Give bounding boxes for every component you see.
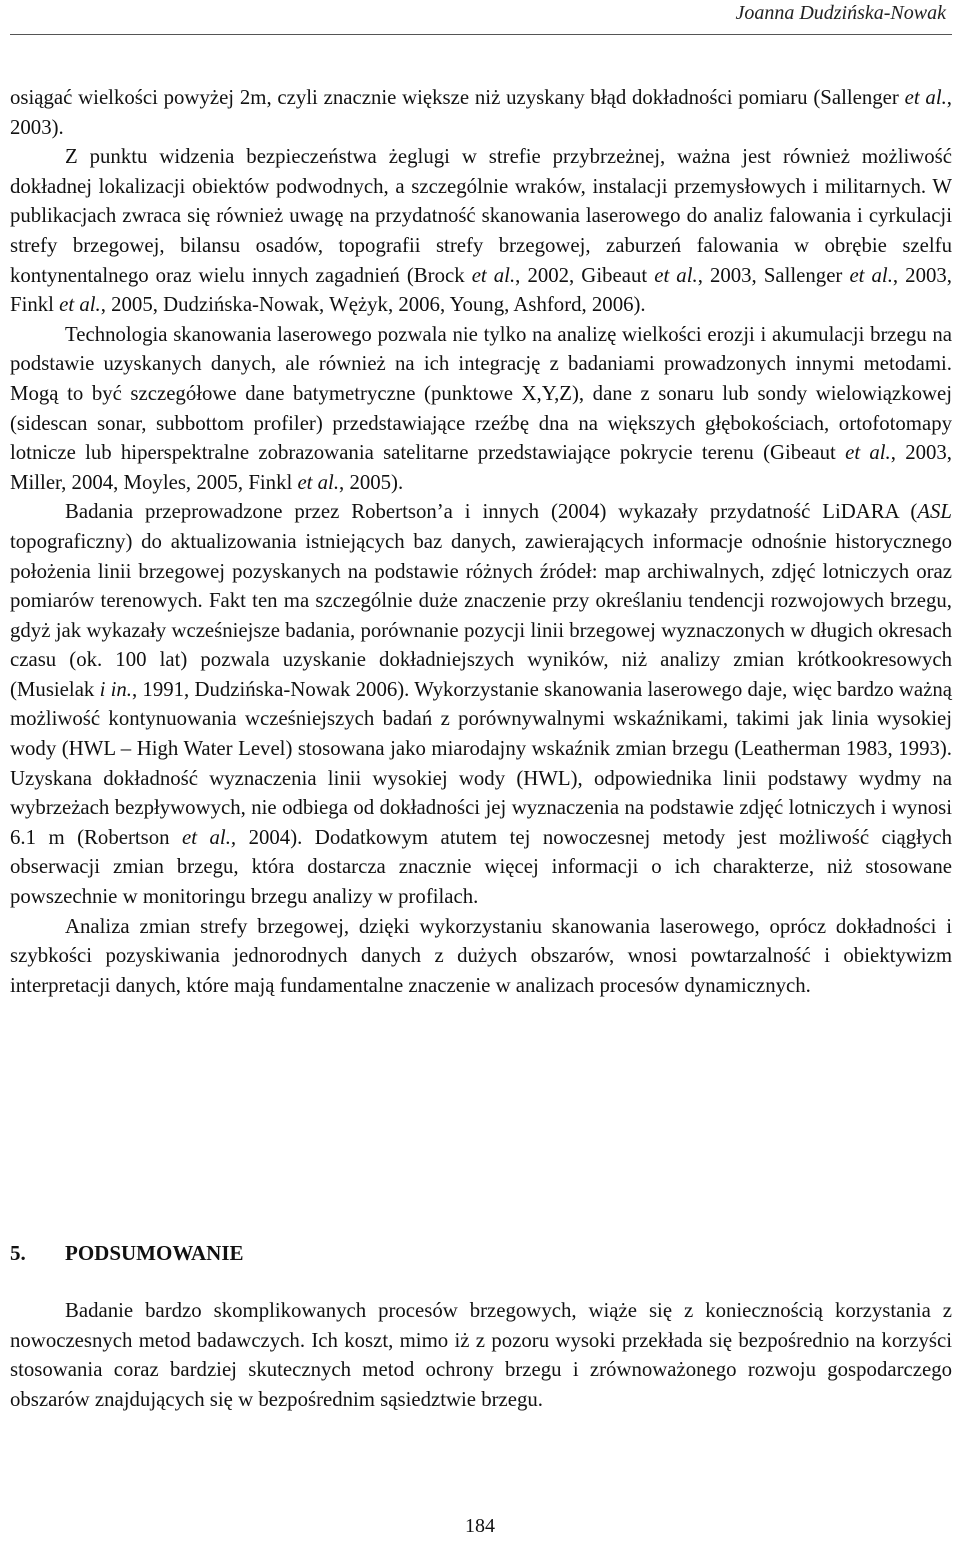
italic-run: et al. [845,441,891,465]
paragraph [10,320,952,498]
italic-run: et al., [182,825,237,849]
section-title: PODSUMOWANIE [65,1241,244,1265]
italic-run: et al. [59,293,101,317]
italic-run: et al. [849,263,893,287]
body-text [10,83,952,1000]
italic-run: et al. [904,86,947,109]
text-run: Badania przeprowadzone przez Robertson’a i innych (2004) wykazały przydatność LiDARA ( [65,500,918,524]
italic-run: et al. [654,263,698,287]
paragraph: Badanie bardzo skomplikowanych procesów brzegowych, wiąże się z koniecznością korzystania z nowoczesnych metod badawczych. Ich koszt, mimo iż z pozoru wysoki przekłada się bezpośrednio na korzyści stosowania coraz bardziej skutecznych metod ochrony brzegu i zrównoważonego rozwoju gospodarczego obszarów znajdujących się w bezpośrednim sąsiedztwie brzegu. [10,1299,952,1411]
italic-run: et al. [297,470,340,494]
text-run: , 2003, Finkl [10,263,952,317]
page-number: 184 [465,1515,495,1537]
text-run: , 1991, Dudzińska-Nowak 2006). Wykorzystanie skanowania laserowego daje, więc bardzo ważną możliwość kontynuowania wcześniejszych badań z porównywalnymi wskaźnikami, takimi jak linia wysokiej wody (HWL – High Water Level) stosowana jako miarodajny wskaźnik zmian brzegu (Leatherman 1983, 1993). Uzyskana dokładność wyznaczenia linii wysokiej wody (HWL), odpowiednika linii podstawy wydmy na wybrzeżach bezpływowych, nie odbiega od dokładności jej wyznaczenia na podstawie zdjęć lotniczych i wynosi 6.1 m (Robertson [10,677,952,849]
running-head-author: Joanna Dudzińska-Nowak [735,2,946,24]
text-run: Technologia skanowania laserowego pozwala nie tylko na analizę wielkości erozji i akumulacji brzegu na podstawie uzyskanych danych, ale również na ich integrację z badaniami prowadzonych innymi metodami. Mogą to być szczegółowe dane batymetryczne (punktowe X,Y,Z), dane z sonaru lub sondy wielowiązkowej (sidescan sonar, subbottom profiler) przedstawiające rzeźbę dna na większych głębokościach, ortofotomapy lotnicze lub hiperspektralne zobrazowania satelitarne przedstawiające pokrycie terenu (Gibeaut [10,322,952,465]
text-run: topograficzny) do aktualizowania istniejących baz danych, zawierających informacje odnośnie historycznego położenia linii brzegowej pozyskanych na podstawie różnych źródeł: map archiwalnych, zdjęć lotniczych oraz pomiarów terenowych. Fakt ten ma szczególnie duże znaczenie przy określaniu tendencji rozwojowych brzegu, gdyż jak wykazały wcześniejsze badania, porównanie pozycji linii brzegowej wyznaczonych w długich okresach czasu (ok. 100 lat) pozwala uzyskanie dokładniejszych wyników, niż analizy zmian krótkookresowych (Musielak [10,529,952,701]
text-run: , 2003). [10,86,952,139]
text-run: 2004). Dodatkowym atutem tej nowoczesnej metody jest możliwość ciągłych obserwacji zmian brzegu, która dostarcza znacznie więcej informacji o ich charakterze, niż stosowane powszechnie w monitoringu brzegu analizy w profilach. [10,825,952,909]
text-run: , 2003, Miller, 2004, Moyles, 2005, Finkl [10,441,952,494]
text-run: , 2005). [339,470,404,494]
section-number: 5. [10,1241,26,1265]
text-run: osiągać wielkości powyżej 2m, czyli znacznie większe niż uzyskany błąd dokładności pomiaru (Sallenger [10,86,905,109]
text-run: , 2002, Gibeaut [515,263,655,287]
paragraph [10,497,952,911]
text-run: Analiza zmian strefy brzegowej, dzięki wykorzystaniu skanowania laserowego, oprócz dokładności i szybkości pozyskiwania jednorodnych danych z dużych obszarów, wnosi powtarzalność i obiektywizm interpretacji danych, które mają fundamentalne znaczenie w analizach procesów dynamicznych. [10,914,952,997]
paragraph [10,83,952,142]
header-divider [10,34,952,35]
italic-run: i in. [99,677,132,701]
italic-run: ASL [917,500,952,524]
italic-run: et al. [471,263,516,287]
paragraph [10,142,952,320]
text-run: , 2003, Sallenger [697,263,850,287]
text-run: Z punktu widzenia bezpieczeństwa żeglugi w strefie przybrzeżnej, ważna jest również możliwość dokładnej lokalizacji obiektów podwodnych, a szczególnie wraków, instalacji przemysłowych i militarnych. W publikacjach zwraca się również uwagę na przydatność skanowania laserowego do analiz falowania i cyrkulacji strefy brzegowej, bilansu osadów, topografii strefy brzegowej, zaburzeń falowania w obrębie szelfu kontynentalnego oraz wielu innych zagadnień (Brock [10,145,952,287]
paragraph [10,912,952,1001]
section-heading [10,1238,952,1268]
conclusion-text [10,1296,952,1414]
text-run: , 2005, Dudzińska-Nowak, Wężyk, 2006, Young, Ashford, 2006). [100,293,646,317]
